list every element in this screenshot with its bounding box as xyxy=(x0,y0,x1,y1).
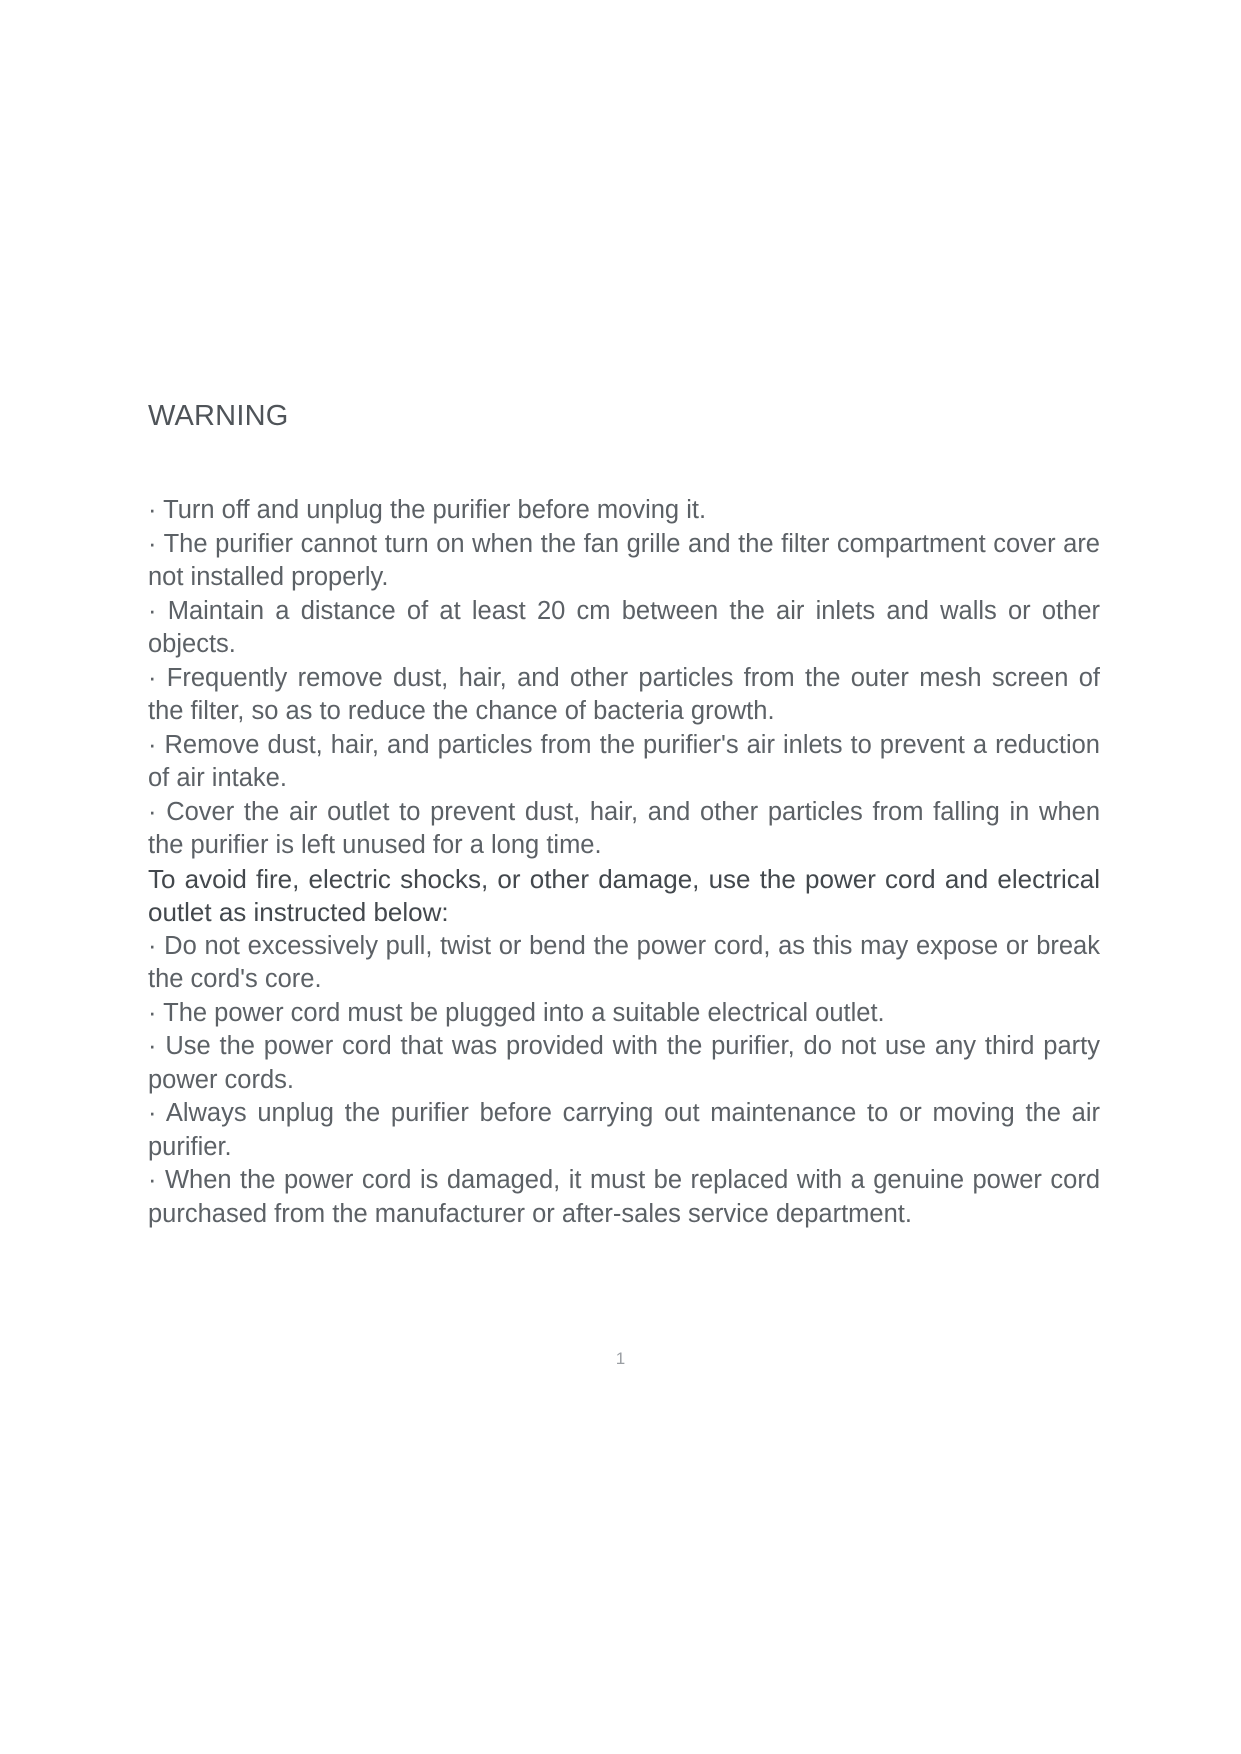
warning-item-2: · The purifier cannot turn on when the fan grille and the filter compartment cover are not installed properly. xyxy=(148,529,1100,591)
power-item-5: · When the power cord is damaged, it must be replaced with a genuine power cord purchased from the manufacturer or after-sales service department. xyxy=(148,1166,1100,1228)
warning-item-4: · Frequently remove dust, hair, and other particles from the outer mesh screen of the filter, so as to reduce the chance of bacteria growth. xyxy=(148,663,1100,725)
warning-item-5: · Remove dust, hair, and particles from the purifier's air inlets to prevent a reduction of air intake. xyxy=(148,730,1100,792)
power-item-3: · Use the power cord that was provided with the purifier, do not use any third party power cords. xyxy=(148,1032,1100,1094)
power-item-2: · The power cord must be plugged into a suitable electrical outlet. xyxy=(148,998,885,1027)
power-item-1: · Do not excessively pull, twist or bend the power cord, as this may expose or break the cord's core. xyxy=(148,931,1100,993)
warning-item-3: · Maintain a distance of at least 20 cm between the air inlets and walls or other objects. xyxy=(148,596,1100,658)
power-cord-heading: To avoid fire, electric shocks, or other damage, use the power cord and electrical outlet as instructed below: xyxy=(148,863,1100,927)
power-item-4: · Always unplug the purifier before carrying out maintenance to or moving the air purifier. xyxy=(148,1099,1100,1161)
warning-heading: WARNING xyxy=(148,400,289,432)
warning-content xyxy=(148,494,1100,1231)
page-number: 1 xyxy=(615,1349,626,1368)
warning-item-1: · Turn off and unplug the purifier before moving it. xyxy=(148,496,707,524)
warning-item-6: · Cover the air outlet to prevent dust, hair, and other particles from falling in when the purifier is left unused for a long time. xyxy=(148,797,1100,859)
